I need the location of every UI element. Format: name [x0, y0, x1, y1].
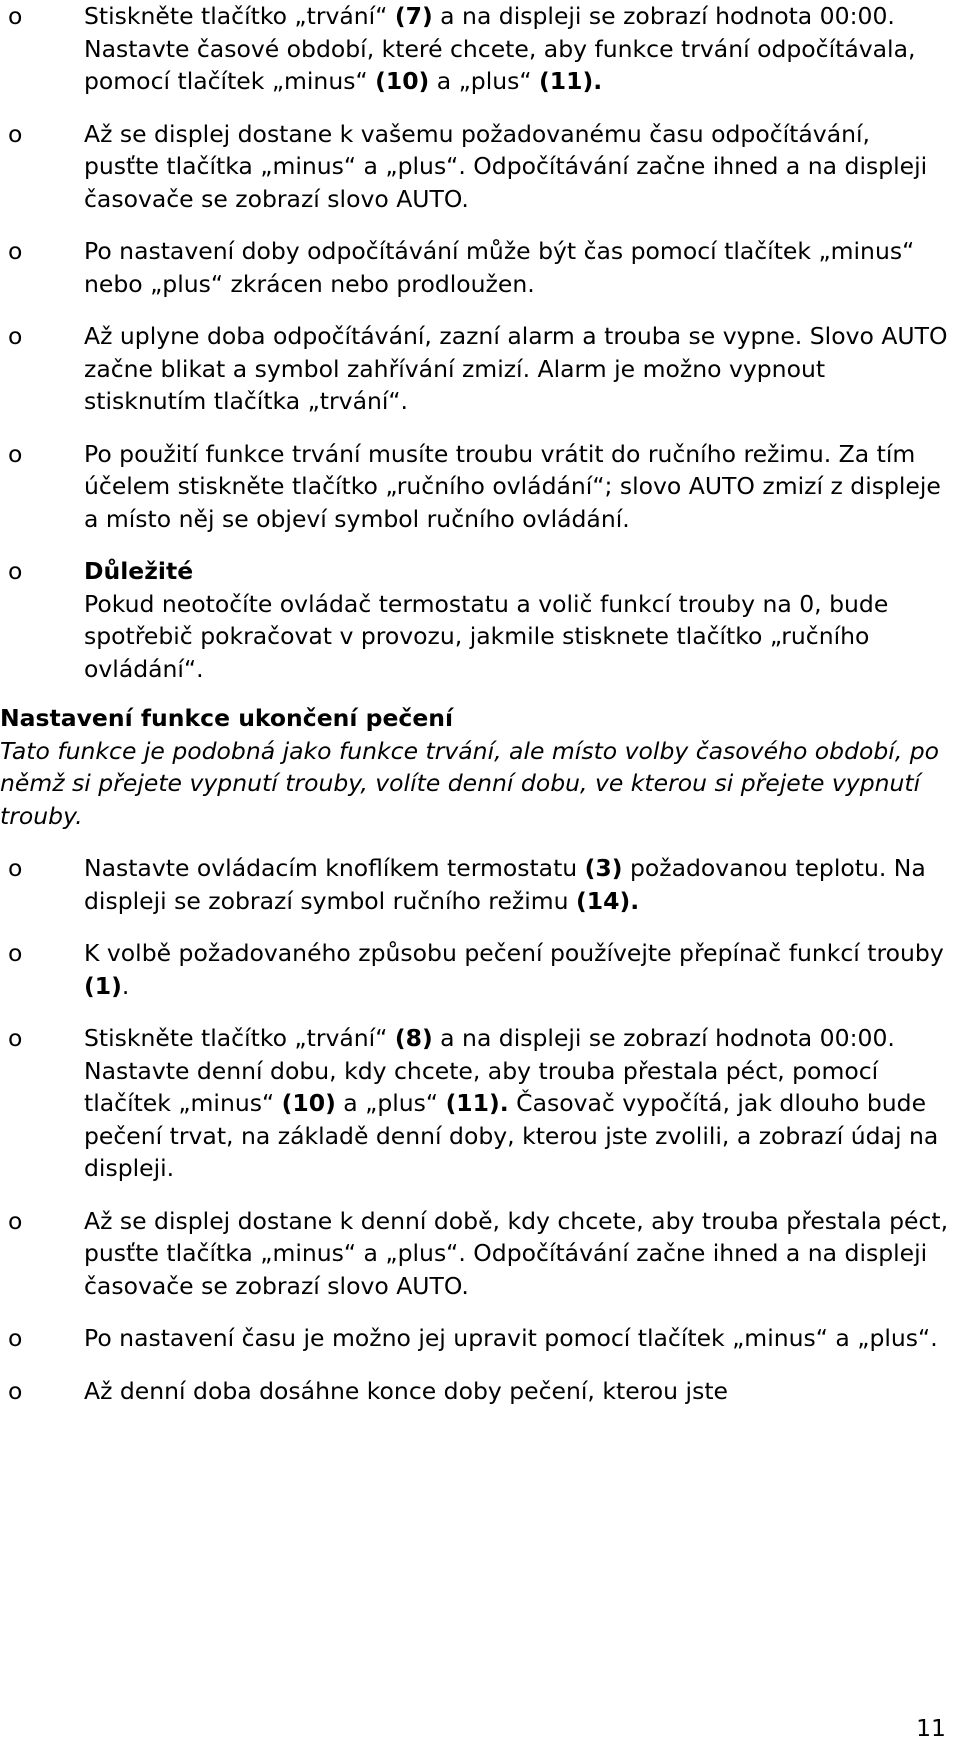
list-item: [0, 235, 960, 300]
list-item-text: Až se displej dostane k denní době, kdy chcete, aby trouba přestala péct, pusťte tlačítka „minus“ a „plus“. Odpočítávání začne ihned a na displeji časovače se zobrazí slovo AUTO.: [84, 1206, 949, 1300]
bullet-marker: o: [8, 557, 23, 585]
list-item-text: K volbě požadovaného způsobu pečení používejte přepínač funkcí trouby (1).: [84, 939, 944, 1000]
list-item-text: Po nastavení času je možno jej upravit pomocí tlačítek „minus“ a „plus“.: [84, 1324, 938, 1352]
list-item-text: Stiskněte tlačítko „trvání“ (7) a na displeji se zobrazí hodnota 00:00. Nastavte časové období, které chcete, aby funkce trvání odpočítávala, pomocí tlačítek „minus“ (10) a „plus“ (11).: [84, 2, 916, 95]
list-item-text: Po použití funkce trvání musíte troubu vrátit do ručního režimu. Za tím účelem stiskněte tlačítko „ručního ovládání“; slovo AUTO zmizí z displeje a místo něj se objeví symbol ručního ovládání.: [84, 439, 941, 533]
section-title: Nastavení funkce ukončení pečení: [0, 704, 454, 732]
bullet-marker: o: [8, 237, 23, 265]
bullet-marker: o: [8, 322, 23, 350]
list-item-text: Po nastavení doby odpočítávání může být čas pomocí tlačítek „minus“ nebo „plus“ zkrácen nebo prodloužen.: [84, 237, 915, 298]
bullet-marker: o: [8, 1024, 23, 1052]
list-item: [0, 118, 960, 216]
list-item-text: Až se displej dostane k vašemu požadovanému času odpočítávání, pusťte tlačítka „minus“ a „plus“. Odpočítávání začne ihned a na displeji časovače se zobrazí slovo AUTO.: [84, 119, 928, 213]
list-item: [0, 0, 960, 98]
list-item-text: Až uplyne doba odpočítávání, zazní alarm a trouba se vypne. Slovo AUTO začne blikat a symbol zahřívání zmizí. Alarm je možno vypnout stisknutím tlačítka „trvání“.: [84, 322, 948, 415]
list-item-text: Až denní doba dosáhne konce doby pečení, kterou jste: [84, 1376, 728, 1405]
section-end-of-baking: [0, 702, 960, 832]
bullet-marker: o: [8, 439, 23, 468]
bullet-marker: o: [8, 119, 23, 148]
list-item: [0, 320, 960, 418]
bullet-marker: o: [8, 1324, 23, 1352]
bullet-marker: o: [8, 939, 23, 967]
list-item-text: Důležité Pokud neotočíte ovládač termostatu a volič funkcí trouby na 0, bude spotřebič pokračovat v provozu, jakmile stisknete tlačítko „ručního ovládání“.: [84, 557, 889, 683]
list-item: [0, 937, 960, 1002]
list-item-text: Stiskněte tlačítko „trvání“ (8) a na displeji se zobrazí hodnota 00:00. Nastavte denní dobu, kdy chcete, aby trouba přestala péct, pomocí tlačítek „minus“ (10) a „plus“ (11). Časovač vypočítá, jak dlouho bude pečení trvat, na základě denní doby, kterou jste zvolili, a zobrazí údaj na displeji.: [84, 1024, 939, 1182]
list-item: [0, 438, 960, 536]
list-item: [0, 852, 960, 917]
list-item-important: [0, 555, 960, 685]
list-item: [0, 1022, 960, 1185]
bullet-marker: o: [8, 2, 23, 30]
section-intro: Tato funkce je podobná jako funkce trvání, ale místo volby časového období, po němž si přejete vypnutí trouby, volíte denní dobu, ve kterou si přejete vypnutí trouby.: [0, 736, 940, 830]
list-item-text: Nastavte ovládacím knoflíkem termostatu (3) požadovanou teplotu. Na displeji se zobrazí symbol ručního režimu (14).: [84, 854, 926, 915]
list-item: [0, 1375, 960, 1408]
list-item: [0, 1322, 960, 1355]
list-item: [0, 1205, 960, 1303]
page-number: 11: [916, 1714, 946, 1742]
bullet-marker: o: [8, 1206, 23, 1235]
instruction-list-duration: [0, 0, 960, 685]
bullet-marker: o: [8, 1376, 23, 1405]
instruction-list-end-of-baking: [0, 852, 960, 1407]
bullet-marker: o: [8, 854, 23, 882]
